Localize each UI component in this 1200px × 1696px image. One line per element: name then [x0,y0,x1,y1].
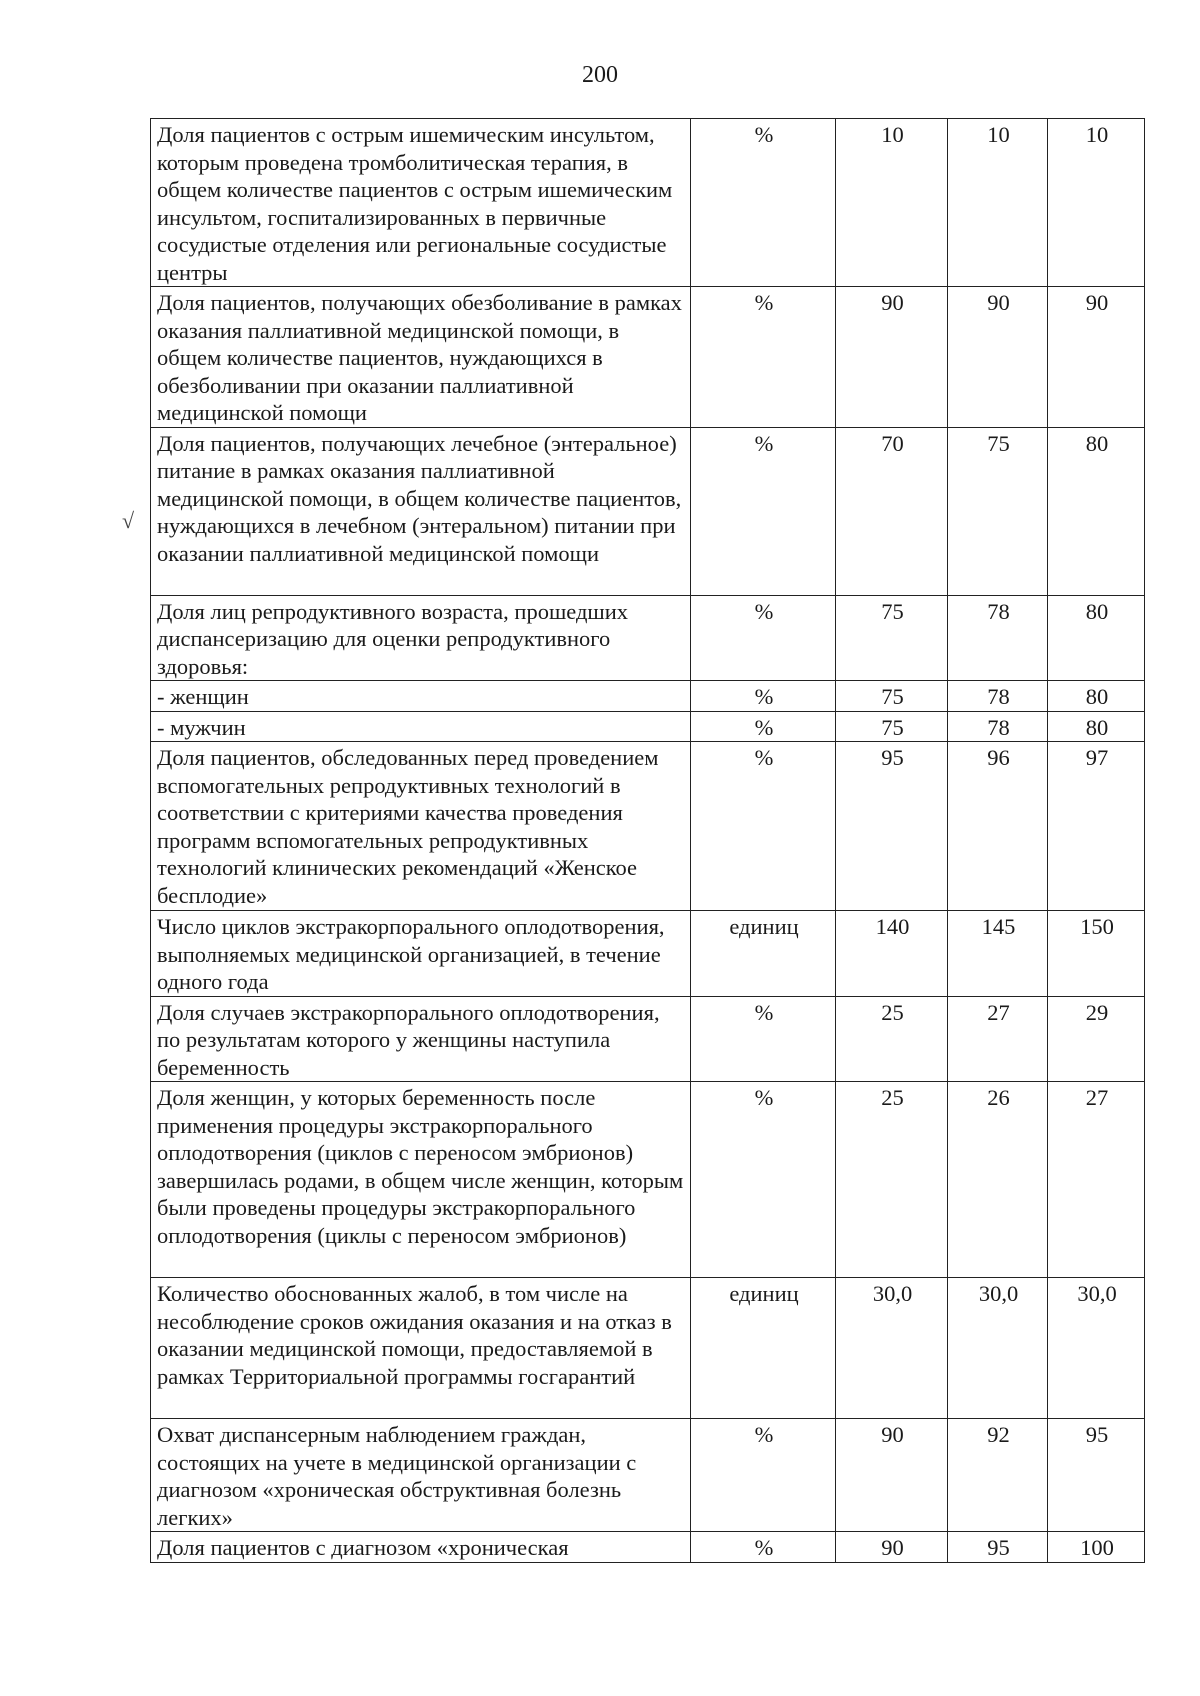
indicator-value-2: 30,0 [948,1278,1048,1419]
indicator-unit: % [691,742,836,911]
indicator-value-2: 10 [948,119,1048,287]
indicator-value-3: 80 [1048,595,1145,681]
indicator-description: Доля пациентов с острым ишемическим инсультом, которым проведена тромболитическая терапия, в общем количестве пациентов с острым ишемическим инсультом, госпитализированных в первичные сосудистые отделения или региональные сосудистые центры [151,119,691,287]
indicator-unit: % [691,711,836,742]
indicator-value-1: 75 [836,595,948,681]
indicator-description: Доля случаев экстракорпорального оплодотворения, по результатам которого у женщины наступила беременность [151,996,691,1082]
indicator-description: Доля женщин, у которых беременность после применения процедуры экстракорпорального оплодотворения (циклов с переносом эмбрионов) завершилась родами, в общем числе женщин, которым были проведены процедуры экстракорпорального оплодотворения (циклы с переносом эмбрионов) [151,1082,691,1278]
indicator-unit: % [691,595,836,681]
table-row [151,711,1145,742]
table-row [151,287,1145,428]
table-row [151,911,1145,997]
indicator-unit: % [691,1419,836,1532]
indicator-value-1: 90 [836,1532,948,1563]
indicator-description: Доля пациентов, получающих обезболивание в рамках оказания паллиативной медицинской помощи, в общем количестве пациентов, нуждающихся в обезболивании при оказании паллиативной медицинской помощи [151,287,691,428]
indicator-unit: % [691,1532,836,1563]
indicator-value-3: 100 [1048,1532,1145,1563]
table-row [151,119,1145,287]
indicator-value-1: 75 [836,711,948,742]
indicator-unit: единиц [691,1278,836,1419]
indicator-description: Число циклов экстракорпорального оплодотворения, выполняемых медицинской организацией, в течение одного года [151,911,691,997]
table-row [151,996,1145,1082]
indicator-value-3: 97 [1048,742,1145,911]
table-row [151,1532,1145,1563]
indicator-value-2: 145 [948,911,1048,997]
indicator-value-2: 78 [948,595,1048,681]
table-row [151,742,1145,911]
indicator-description: Доля пациентов, обследованных перед проведением вспомогательных репродуктивных технологий в соответствии с критериями качества проведения программ вспомогательных репродуктивных технологий клинических рекомендаций «Женское бесплодие» [151,742,691,911]
indicator-value-2: 96 [948,742,1048,911]
table-row [151,427,1145,595]
table-row [151,681,1145,712]
indicator-value-3: 10 [1048,119,1145,287]
indicator-description: - женщин [151,681,691,712]
indicator-value-3: 80 [1048,427,1145,595]
indicator-value-2: 26 [948,1082,1048,1278]
indicator-unit: % [691,1082,836,1278]
indicator-value-1: 75 [836,681,948,712]
indicator-value-1: 25 [836,1082,948,1278]
indicator-description: Доля пациентов, получающих лечебное (энтеральное) питание в рамках оказания паллиативной медицинской помощи, в общем количестве пациентов, нуждающихся в лечебном (энтеральном) питании при оказании паллиативной медицинской помощи [151,427,691,595]
indicator-value-1: 30,0 [836,1278,948,1419]
indicator-value-2: 75 [948,427,1048,595]
indicators-table [150,118,1145,1563]
table-row [151,595,1145,681]
indicator-unit: % [691,996,836,1082]
margin-check-mark: √ [122,508,135,533]
indicator-value-2: 90 [948,287,1048,428]
indicator-value-3: 27 [1048,1082,1145,1278]
table-row [151,1082,1145,1278]
table-row [151,1419,1145,1532]
indicator-description: - мужчин [151,711,691,742]
indicator-value-1: 25 [836,996,948,1082]
indicator-value-3: 90 [1048,287,1145,428]
indicator-description: Охват диспансерным наблюдением граждан, состоящих на учете в медицинской организации с диагнозом «хроническая обструктивная болезнь легких» [151,1419,691,1532]
indicator-value-2: 95 [948,1532,1048,1563]
indicator-value-2: 27 [948,996,1048,1082]
indicator-value-2: 78 [948,681,1048,712]
indicator-value-1: 95 [836,742,948,911]
indicator-description: Доля пациентов с диагнозом «хроническая [151,1532,691,1563]
indicator-unit: % [691,119,836,287]
indicator-unit: % [691,681,836,712]
indicator-description: Количество обоснованных жалоб, в том числе на несоблюдение сроков ожидания оказания и на отказ в оказании медицинской помощи, предоставляемой в рамках Территориальной программы госгарантий [151,1278,691,1419]
indicator-value-2: 78 [948,711,1048,742]
indicator-value-3: 80 [1048,681,1145,712]
indicator-value-3: 95 [1048,1419,1145,1532]
indicator-description: Доля лиц репродуктивного возраста, прошедших диспансеризацию для оценки репродуктивного здоровья: [151,595,691,681]
indicator-value-1: 90 [836,1419,948,1532]
indicator-value-3: 150 [1048,911,1145,997]
indicator-value-3: 29 [1048,996,1145,1082]
table-row [151,1278,1145,1419]
indicator-value-1: 140 [836,911,948,997]
indicator-unit: % [691,427,836,595]
indicator-value-1: 70 [836,427,948,595]
indicator-unit: единиц [691,911,836,997]
page-number: 200 [582,62,618,88]
indicator-value-3: 30,0 [1048,1278,1145,1419]
indicator-value-2: 92 [948,1419,1048,1532]
indicator-value-3: 80 [1048,711,1145,742]
indicator-value-1: 90 [836,287,948,428]
indicator-value-1: 10 [836,119,948,287]
indicator-unit: % [691,287,836,428]
